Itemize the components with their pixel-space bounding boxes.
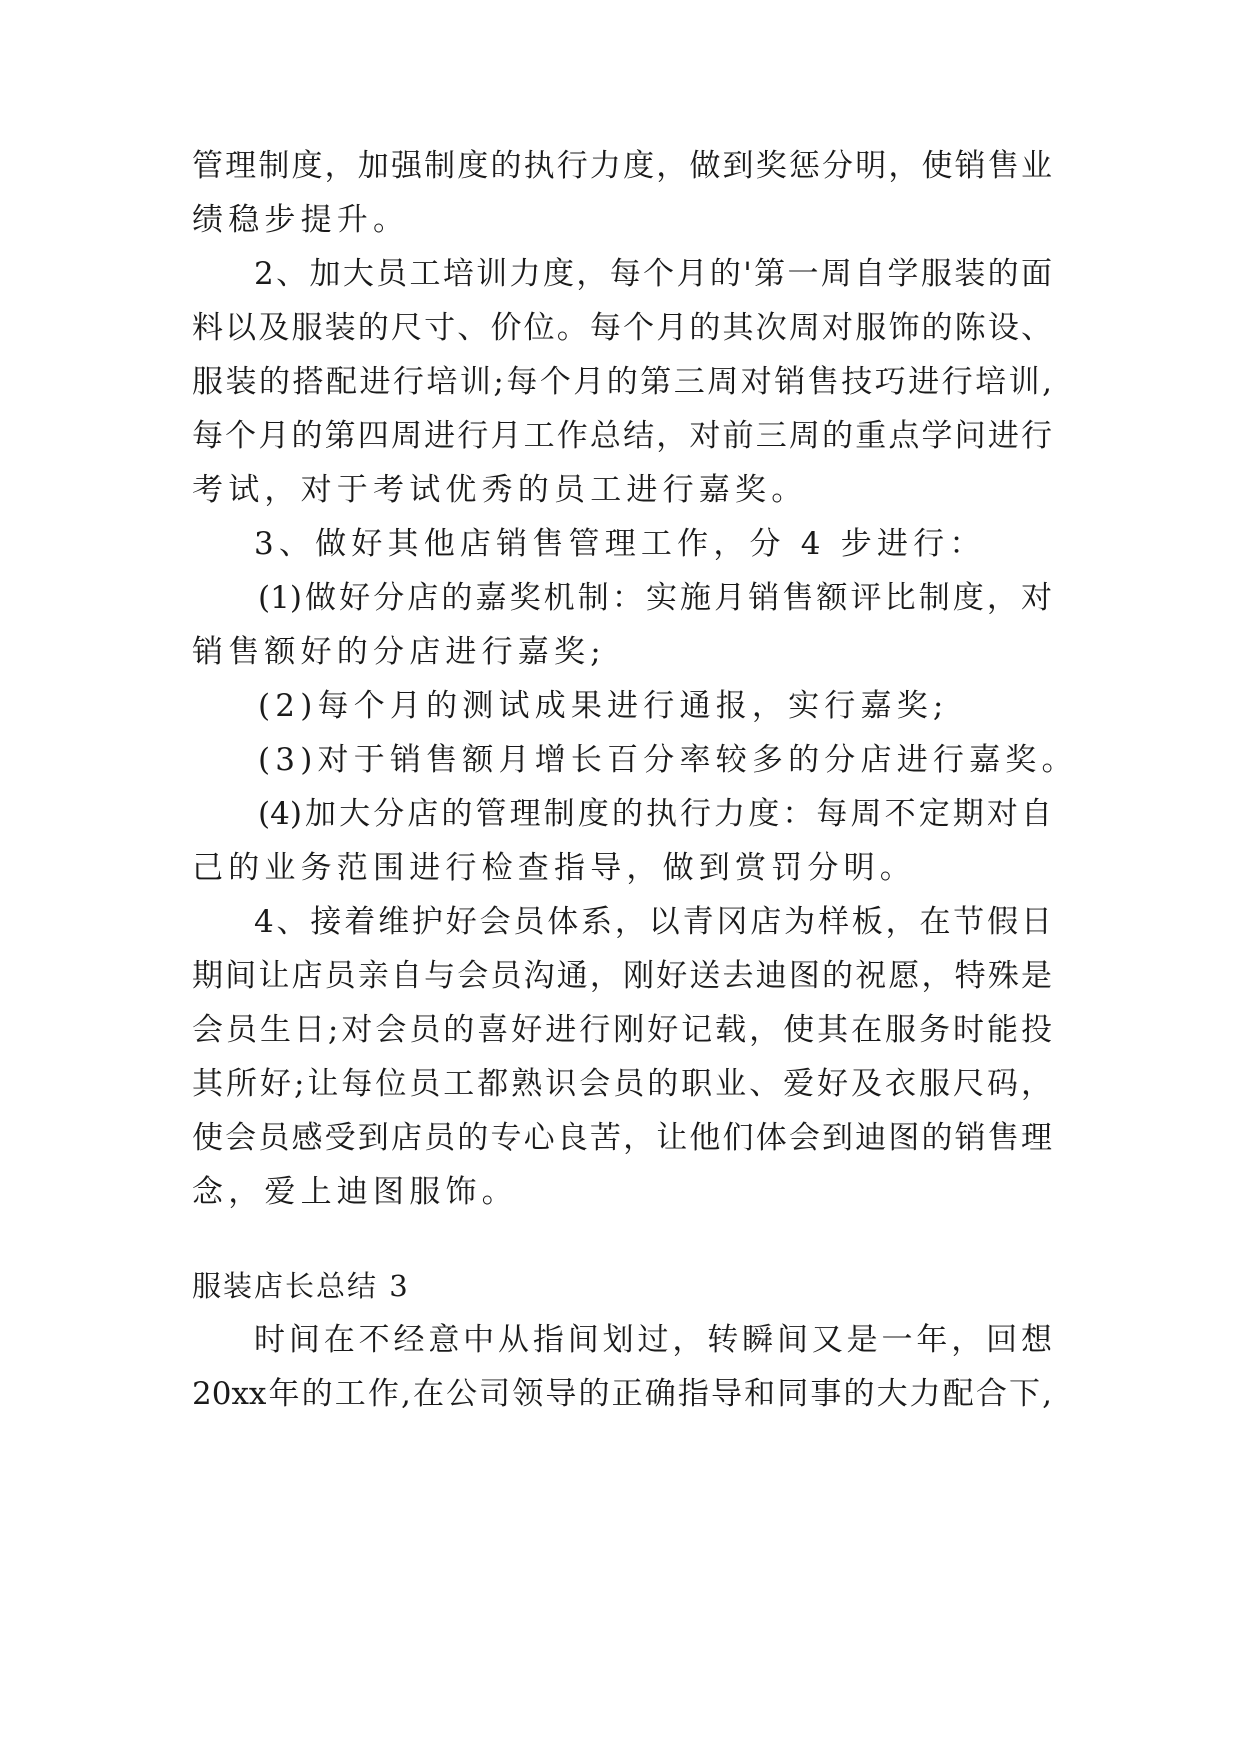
text-line: (4)加大分店的管理制度的执行力度：每周不定期对自 — [258, 796, 1052, 832]
text-line: (1)做好分店的嘉奖机制：实施月销售额评比制度，对 — [258, 580, 1052, 616]
text-line: 己的业务范围进行检查指导，做到赏罚分明。 — [192, 850, 916, 886]
document-page — [192, 0, 1078, 1754]
text-line: 念，爱上迪图服饰。 — [192, 1174, 518, 1210]
text-line: 考试，对于考试优秀的员工进行嘉奖。 — [192, 472, 808, 508]
text-line: (2)每个月的测试成果进行通报，实行嘉奖; — [258, 688, 949, 724]
text-line: 其所好;让每位员工都熟识会员的职业、爱好及衣服尺码， — [192, 1066, 1052, 1102]
text-line: (3)对于销售额月增长百分率较多的分店进行嘉奖。 — [258, 742, 1078, 778]
text-line: 期间让店员亲自与会员沟通，刚好送去迪图的祝愿，特殊是 — [192, 958, 1052, 994]
text-line: 销售额好的分店进行嘉奖; — [192, 634, 606, 670]
text-line: 管理制度，加强制度的执行力度，做到奖惩分明，使销售业 — [192, 148, 1052, 184]
text-line: 时间在不经意中从指间划过，转瞬间又是一年，回想 — [254, 1322, 1052, 1358]
text-line: 3、做好其他店销售管理工作，分 4 步进行： — [254, 526, 986, 562]
text-line: 使会员感受到店员的专心良苦，让他们体会到迪图的销售理 — [192, 1120, 1052, 1156]
text-line: 2、加大员工培训力度，每个月的'第一周自学服装的面 — [254, 256, 1052, 292]
text-line: 服装的搭配进行培训;每个月的第三周对销售技巧进行培训, — [192, 364, 1052, 400]
section-heading: 服装店长总结 3 — [192, 1269, 410, 1303]
text-line: 4、接着维护好会员体系，以青冈店为样板，在节假日 — [254, 904, 1052, 940]
text-line: 会员生日;对会员的喜好进行刚好记载，使其在服务时能投 — [192, 1012, 1052, 1048]
text-line: 料以及服装的尺寸、价位。每个月的其次周对服饰的陈设、 — [192, 310, 1052, 346]
text-line: 每个月的第四周进行月工作总结，对前三周的重点学问进行 — [192, 418, 1052, 454]
text-line: 绩稳步提升。 — [192, 202, 410, 238]
text-line: 20xx年的工作,在公司领导的正确指导和同事的大力配合下, — [192, 1376, 1052, 1412]
